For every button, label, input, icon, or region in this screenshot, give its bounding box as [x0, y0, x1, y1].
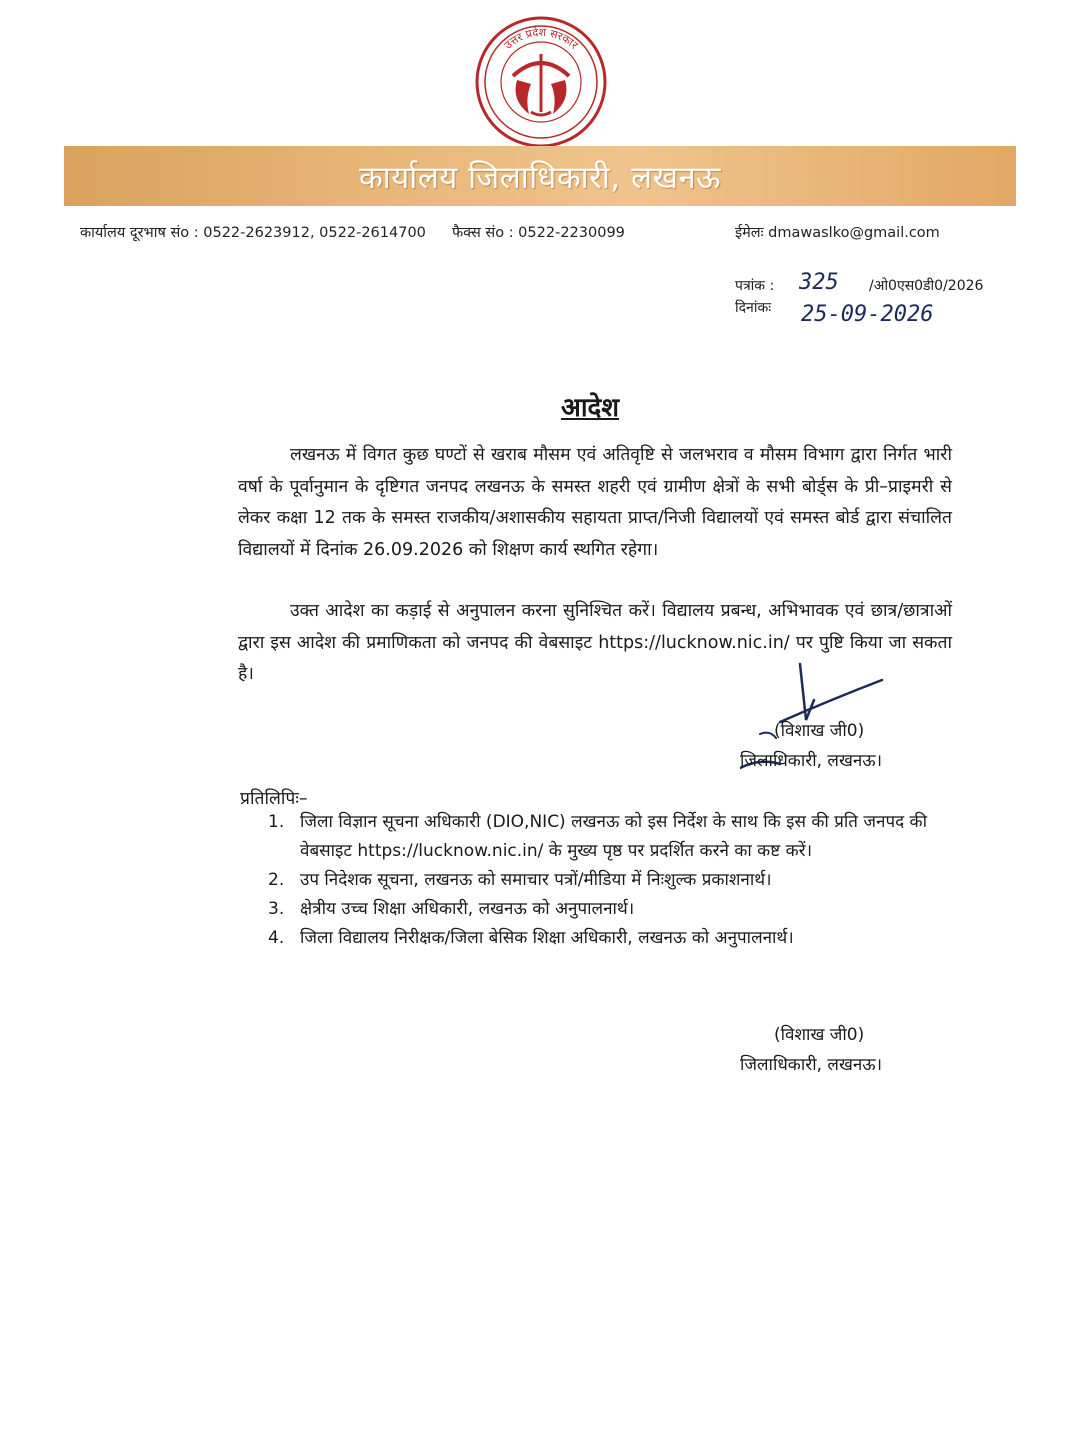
signatory-designation: जिलाधिकारी, लखनऊ।: [740, 751, 883, 771]
list-item-text: जिला विद्यालय निरीक्षक/जिला बेसिक शिक्षा अधिकारी, लखनऊ को अनुपालनार्थ।: [300, 928, 794, 948]
office-title-banner: [64, 146, 1016, 206]
signatory-designation: जिलाधिकारी, लखनऊ।: [740, 1055, 883, 1075]
office-phone: कार्यालय दूरभाष संo : 0522-2623912, 0522-2614700: [80, 225, 426, 241]
office-email: ईमेलः dmawaslko@gmail.com: [735, 225, 940, 241]
reference-block: [735, 272, 1035, 332]
copy-to-label: प्रतिलिपिः–: [240, 789, 308, 809]
order-paragraph-1: लखनऊ में विगत कुछ घण्टों से खराब मौसम एवं अतिवृष्टि से जलभराव व मौसम विभाग द्वारा निर्गत भारी वर्षा के पूर्वानुमान के दृष्टिगत जनपद लखनऊ के समस्त शहरी एवं ग्रामीण क्षेत्रों के सभी बोर्ड्स के प्री–प्राइमरी से लेकर कक्षा 12 तक के समस्त राजकीय/अशासकीय सहायता प्राप्त/निजी विद्यालयों एवं समस्त बोर्ड द्वारा संचालित विद्यालयों में दिनांक 26.09.2026 को शिक्षण कार्य स्थगित रहेगा।: [238, 445, 952, 560]
svg-text:उत्तर प्रदेश सरकार: उत्तर प्रदेश सरकार: [501, 25, 581, 52]
dinank-label: दिनांकः: [735, 300, 772, 316]
list-item-number: 1.: [268, 812, 285, 832]
office-fax: फैक्स संo : 0522-2230099: [452, 225, 625, 241]
list-item: [268, 866, 958, 895]
dinank-value: 25-09-2026: [801, 302, 934, 327]
uttar-pradesh-seal: [473, 14, 609, 150]
list-item: [268, 924, 958, 953]
signature-block-top: [740, 716, 960, 776]
list-item-number: 4.: [268, 928, 285, 948]
signatory-name: (विशाख जी0): [774, 721, 865, 741]
copy-to-list: [268, 808, 958, 953]
patrank-number: 325: [799, 270, 839, 295]
list-item: [268, 895, 958, 924]
order-paragraph-2: उक्त आदेश का कड़ाई से अनुपालन करना सुनिश्चित करें। विद्यालय प्रबन्ध, अभिभावक एवं छात्र/छात्राओं द्वारा इस आदेश की प्रमाणिकता को जनपद की वेबसाइट https://lucknow.nic.in/ पर पुष्टि किया जा सकता है।: [238, 601, 952, 684]
list-item-text: क्षेत्रीय उच्च शिक्षा अधिकारी, लखनऊ को अनुपालनार्थ।: [300, 899, 635, 919]
signature-block-bottom: [740, 1020, 960, 1080]
patrank-suffix: /ओ0एस0डी0/2026: [869, 278, 984, 294]
list-item: [268, 808, 958, 866]
signatory-name: (विशाख जी0): [774, 1025, 865, 1045]
list-item-text: उप निदेशक सूचना, लखनऊ को समाचार पत्रों/मीडिया में निःशुल्क प्रकाशनार्थ।: [300, 870, 772, 890]
order-heading: आदेश: [560, 393, 620, 423]
list-item-number: 2.: [268, 870, 285, 890]
list-item-number: 3.: [268, 899, 285, 919]
patrank-label: पत्रांक :: [735, 278, 775, 294]
office-title: कार्यालय जिलाधिकारी, लखनऊ: [358, 160, 722, 196]
list-item-text: जिला विज्ञान सूचना अधिकारी (DIO,NIC) लखनऊ को इस निर्देश के साथ कि इस की प्रति जनपद की वेबसाइट https://lucknow.nic.in/ के मुख्य पृष्ठ पर प्रदर्शित करने का कष्ट करें।: [300, 812, 927, 861]
